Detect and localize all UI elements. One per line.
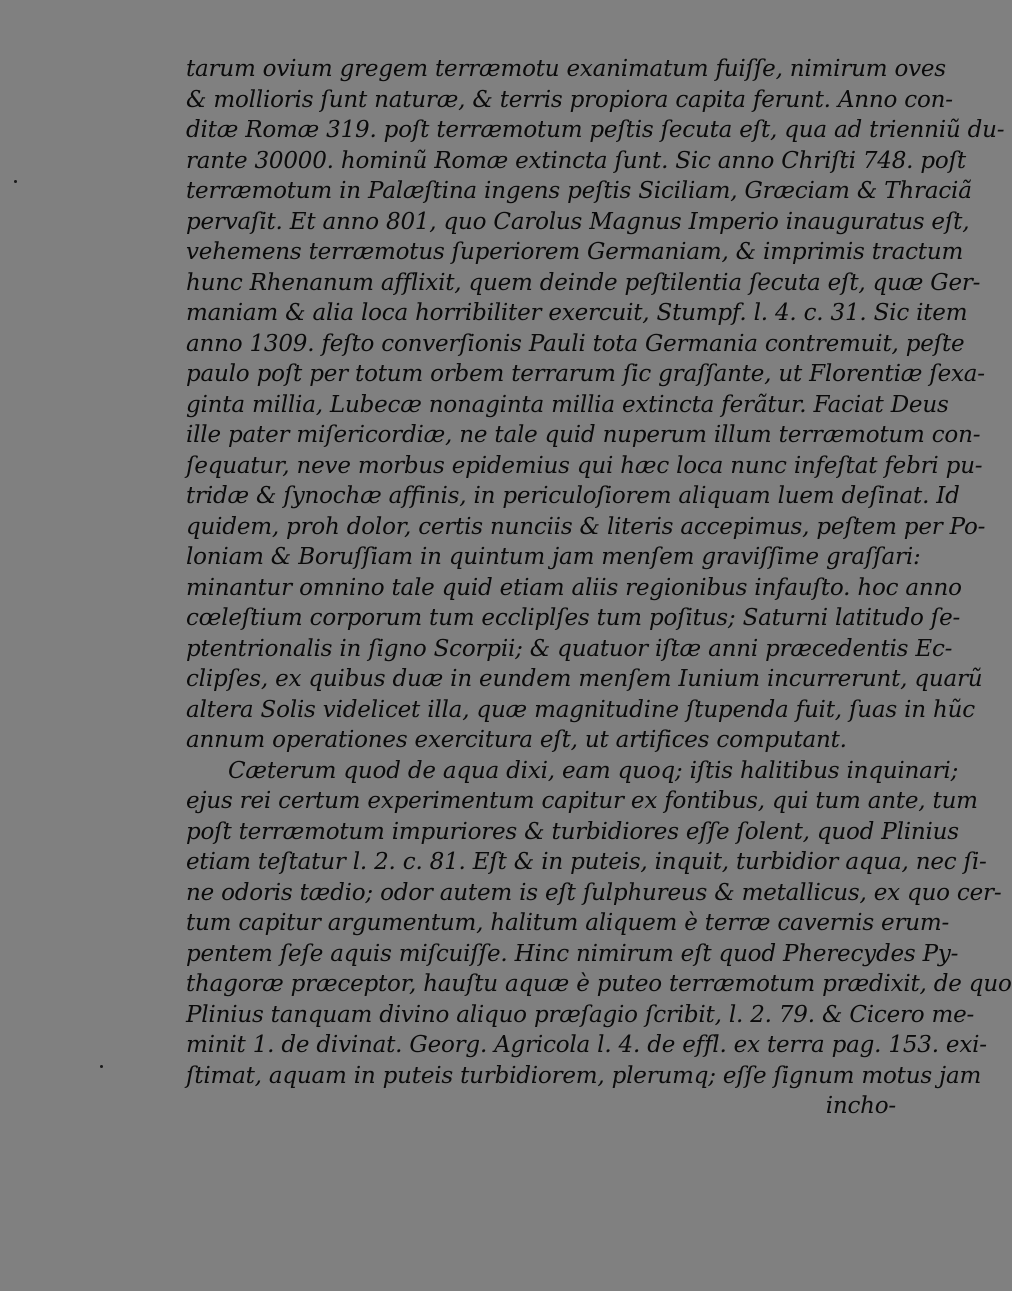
text-line-9: maniam & alia loca horribiliter exercuit, Stumpf. l. 4. c. 31. Sic item bbox=[186, 300, 968, 326]
text-line-8: hunc Rhenanum afflixit, quem deinde peſtilentia ſecuta eſt, quæ Ger- bbox=[186, 269, 981, 296]
text-line-19: cœleſtium corporum tum eccliplſes tum poſitus; Saturni latitudo ſe- bbox=[186, 605, 961, 631]
text-line-31: thagoræ præceptor, hauſtu aquæ è puteo terræmotum prædixit, de quo bbox=[186, 971, 1012, 997]
text-line-26: poſt terræmotum impuriores & turbidiores eſſe ſolent, quod Plinius bbox=[186, 818, 959, 845]
text-line-6: pervaſit. Et anno 801, quo Carolus Magnus Imperio inauguratus eſt, bbox=[186, 208, 970, 235]
text-line-23: annum operationes exercitura eſt, ut artifices computant. bbox=[186, 727, 847, 753]
text-line-22: altera Solis videlicet illa, quæ magnitudine ſtupenda fuit, ſuas in hũc bbox=[186, 696, 975, 723]
text-line-18: minantur omnino tale quid etiam aliis regionibus infauſto. hoc anno bbox=[186, 574, 962, 601]
scan-speck bbox=[100, 1065, 103, 1068]
text-line-32: Plinius tanquam divino aliquo præſagio ſcribit, l. 2. 79. & Cicero me- bbox=[186, 1001, 975, 1028]
text-line-10: anno 1309. feſto converſionis Pauli tota Germania contremuit, peſte bbox=[186, 330, 965, 357]
text-line-33: minit 1. de divinat. Georg. Agricola l. 4. de effl. ex terra pag. 153. exi- bbox=[186, 1032, 987, 1058]
text-line-28: ne odoris tædio; odor autem is eſt ſulphureus & metallicus, ex quo cer- bbox=[186, 879, 1002, 906]
text-line-13: ille pater miſericordiæ, ne tale quid nuperum illum terræmotum con- bbox=[186, 422, 981, 448]
text-line-15: tridæ & ſynochæ affinis, in periculoſiorem aliquam luem deſinat. Id bbox=[186, 483, 960, 509]
book-page-text bbox=[186, 54, 1012, 1184]
text-line-29: tum capitur argumentum, halitum aliquem è terræ cavernis erum- bbox=[186, 910, 950, 936]
text-line-16: quidem, proh dolor, certis nunciis & literis accepimus, peſtem per Po- bbox=[186, 513, 986, 540]
scan-speck bbox=[14, 180, 17, 183]
text-line-25: ejus rei certum experimentum capitur ex fontibus, qui tum ante, tum bbox=[186, 788, 978, 814]
text-line-30: pentem ſeſe aquis miſcuiſſe. Hinc nimirum eſt quod Pherecydes Py- bbox=[186, 940, 959, 967]
text-line-17: loniam & Boruſſiam in quintum jam menſem graviſſime graſſari: bbox=[186, 544, 921, 570]
text-line-3: ditæ Romæ 319. poſt terræmotum peſtis ſecuta eſt, qua ad trienniũ du- bbox=[186, 117, 1005, 143]
text-line-20: ptentrionalis in ſigno Scorpii; & quatuor iſtæ anni præcedentis Ec- bbox=[186, 635, 953, 662]
catchword: incho- bbox=[825, 1093, 896, 1119]
text-line-7: vehemens terræmotus ſuperiorem Germaniam, & imprimis tractum bbox=[186, 239, 964, 265]
text-line-11: paulo poſt per totum orbem terrarum ſic graſſante, ut Florentiæ ſexa- bbox=[186, 361, 985, 387]
text-line-5: terræmotum in Palæſtina ingens peſtis Siciliam, Græciam & Thraciã bbox=[186, 178, 972, 204]
text-line-27: etiam teſtatur l. 2. c. 81. Eſt & in puteis, inquit, turbidior aqua, nec ſi- bbox=[186, 849, 987, 875]
text-line-4: rante 30000. hominũ Romæ extincta ſunt. Sic anno Chriſti 748. poſt bbox=[186, 147, 966, 174]
text-line-1: tarum ovium gregem terræmotu exanimatum fuiſſe, nimirum oves bbox=[186, 56, 946, 82]
text-line-12: ginta millia, Lubecæ nonaginta millia extincta ferãtur. Faciat Deus bbox=[186, 391, 949, 418]
text-line-14: ſequatur, neve morbus epidemius qui hæc loca nunc infeſtat febri pu- bbox=[186, 452, 983, 479]
text-line-21: clipſes, ex quibus duæ in eundem menſem Iunium incurrerunt, quarũ bbox=[186, 666, 983, 692]
text-line-34: ſtimat, aquam in puteis turbidiorem, plerumq; eſſe ſignum motus jam bbox=[186, 1062, 982, 1089]
text-line-2: & mollioris ſunt naturæ, & terris propiora capita ferunt. Anno con- bbox=[186, 86, 953, 113]
text-line-24: Cæterum quod de aqua dixi, eam quoq; iſtis halitibus inquinari; bbox=[228, 757, 959, 784]
